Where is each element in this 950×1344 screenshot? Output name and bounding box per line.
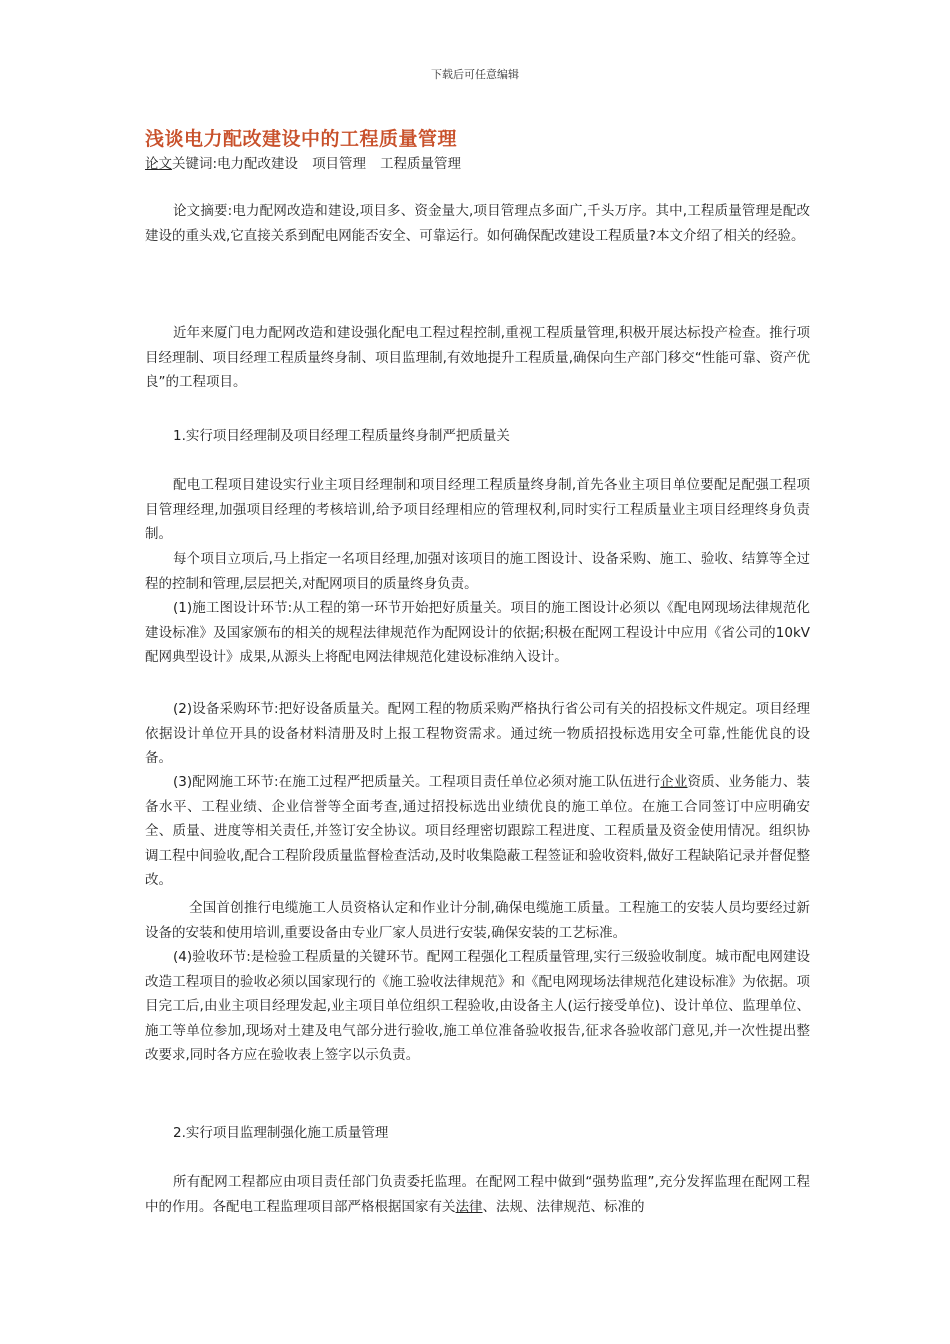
section1-heading: 1.实行项目经理制及项目经理工程质量终身制严把质量关: [173, 428, 510, 444]
section2-heading: 2.实行项目监理制强化施工质量管理: [173, 1125, 389, 1141]
section1-paragraph-5: (3)配网施工环节:在施工过程严把质量关。工程项目责任单位必须对施工队伍进行企业资质、业务能力、装备水平、工程业绩、企业信誉等全面考查,通过招投标选出业绩优良的施工单位。在施工合同签订中应明确安全、质量、进度等相关责任,并签订安全协议。项目经理密切跟踪工程进度、工程质量及资金使用情况。组织协调工程中间验收,配合工程阶段质量监督检查活动,及时收集隐蔽工程签证和验收资料,做好工程缺陷记录并督促整改。: [145, 774, 811, 888]
enterprise-link[interactable]: 企业: [660, 774, 688, 790]
section1-paragraph-3: (1)施工图设计环节:从工程的第一环节开始把好质量关。项目的施工图设计必须以《配电网现场法律规范化建设标准》及国家颁布的相关的规程法律规范作为配网设计的依据;积极在配网工程设计中应用《省公司的10kV配网典型设计》成果,从源头上将配电网法律规范化建设标准纳入设计。: [145, 600, 810, 665]
section1-paragraph-7: (4)验收环节:是检验工程质量的关键环节。配网工程强化工程质量管理,实行三级验收制度。城市配电网建设改造工程项目的验收必须以国家现行的《施工验收法律规范》和《配电网现场法律规范化建设标准》为依据。项目完工后,由业主项目经理发起,业主项目单位组织工程验收,由设备主人(运行接受单位)、设计单位、监理单位、施工等单位参加,现场对土建及电气部分进行验收,施工单位准备验收报告,征求各验收部门意见,并一次性提出整改要求,同时各方应在验收表上签字以示负责。: [145, 949, 810, 1063]
paper-link[interactable]: 论文: [145, 156, 172, 172]
section1-paragraph-4: (2)设备采购环节:把好设备质量关。配网工程的物质采购严格执行省公司有关的招投标文件规定。项目经理依据设计单位开具的设备材料清册及时上报工程物资需求。通过统一物质招投标选用安全可靠,性能优良的设备。: [145, 701, 810, 766]
keyword-project-management: 项目管理: [312, 156, 367, 172]
abstract-paragraph: 论文摘要:电力配网改造和建设,项目多、资金量大,项目管理点多面广,千头万序。其中,工程质量管理是配改建设的重头戏,它直接关系到配电网能否安全、可靠运行。如何确保配改建设工程质量?本文介绍了相关的经验。: [145, 203, 810, 244]
keywords-line: [145, 152, 461, 172]
law-link[interactable]: 法律: [455, 1198, 483, 1215]
article-title: 浅谈电力配改建设中的工程质量管理: [145, 128, 458, 150]
section2-paragraph-1: 所有配网工程都应由项目责任部门负责委托监理。在配网工程中做到“强势监理”,充分发挥监理在配网工程中的作用。各配电工程监理项目部严格根据国家有关法律、法规、法律规范、标准的: [145, 1174, 810, 1215]
intro-paragraph: 近年来厦门电力配网改造和建设强化配电工程过程控制,重视工程质量管理,积极开展达标投产检查。推行项目经理制、项目经理工程质量终身制、项目监理制,有效地提升工程质量,确保向生产部门移交“性能可靠、资产优良”的工程项目。: [145, 325, 810, 390]
header-note: 下载后可任意编辑: [431, 68, 519, 81]
keyword-quality-management: 工程质量管理: [380, 156, 462, 172]
section1-paragraph-2: 每个项目立项后,马上指定一名项目经理,加强对该项目的施工图设计、设备采购、施工、验收、结算等全过程的控制和管理,层层把关,对配网项目的质量终身负责。: [145, 551, 810, 592]
section1-paragraph-1: 配电工程项目建设实行业主项目经理制和项目经理工程质量终身制,首先各业主项目单位要配足配强工程项目管理经理,加强项目经理的考核培训,给予项目经理相应的管理权利,同时实行工程质量业主项目经理终身负责制。: [145, 477, 810, 542]
keywords-label: 关键词:电力配改建设: [172, 156, 299, 172]
section1-paragraph-6: 全国首创推行电缆施工人员资格认定和作业计分制,确保电缆施工质量。工程施工的安装人员均要经过新设备的安装和使用培训,重要设备由专业厂家人员进行安装,确保安装的工艺标准。: [145, 900, 810, 941]
